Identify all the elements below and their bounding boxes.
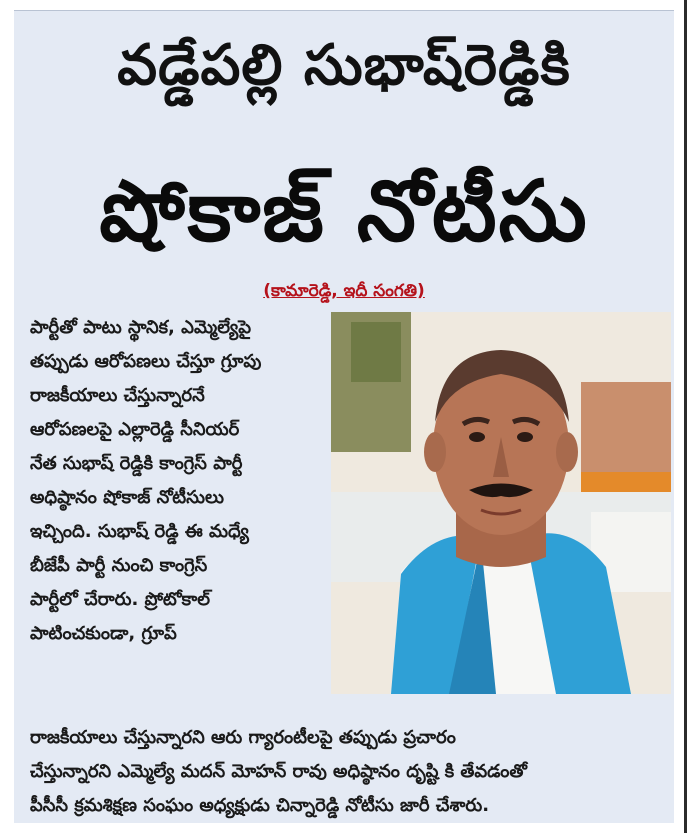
body-line: అధిష్ఠానం షోకాజ్ నోటీసులు	[30, 487, 224, 508]
article-column-left	[30, 311, 330, 651]
headline-line-2: షోకాజ్ నోటీసు	[99, 162, 589, 260]
article-column-full	[30, 721, 670, 823]
body-line: చేస్తున్నారని ఎమ్మెల్యే మదన్ మోహన్ రావు అధిష్ఠానం దృష్టి కి తేవడంతో	[30, 761, 527, 782]
body-line: తప్పుడు ఆరోపణలు చేస్తూ గ్రూపు	[30, 351, 262, 372]
body-line: పార్టీతో పాటు స్థానిక, ఎమ్మెల్యేపై	[30, 317, 252, 338]
body-line: నేత సుభాష్ రెడ్డికి కాంగ్రెస్ పార్టీ	[30, 453, 243, 474]
body-line: రాజకీయాలు చేస్తున్నారని ఆరు గ్యారంటీలపై తప్పుడు ప్రచారం	[30, 727, 456, 748]
body-line: ఆరోపణలపై ఎల్లారెడ్డి సీనియర్	[30, 419, 240, 440]
body-line: రాజకీయాలు చేస్తున్నారనే	[30, 385, 205, 406]
body-line: పార్టీలో చేరారు. ప్రోటోకాల్	[30, 589, 211, 610]
portrait-illustration	[331, 312, 671, 694]
page-edge-rule	[684, 0, 687, 833]
body-line: పీసీసీ క్రమశిక్షణ సంఘం అధ్యక్షుడు చిన్నారెడ్డి నోటీసు జారీ చేశారు.	[30, 795, 490, 816]
news-clipping	[14, 10, 674, 823]
dateline: (కామారెడ్డి, ఇదీ సంగతి)	[263, 281, 425, 301]
portrait-photo	[331, 312, 671, 694]
body-line: పాటించకుండా, గ్రూప్	[30, 623, 177, 644]
body-line: ఇచ్చింది. సుభాష్ రెడ్డి ఈ మధ్యే	[30, 521, 249, 542]
headline-line-1: వడ్డేపల్లి సుభాష్‌రెడ్డికి	[117, 33, 571, 98]
body-line: బీజేపీ పార్టీ నుంచి కాంగ్రెస్	[30, 555, 208, 576]
